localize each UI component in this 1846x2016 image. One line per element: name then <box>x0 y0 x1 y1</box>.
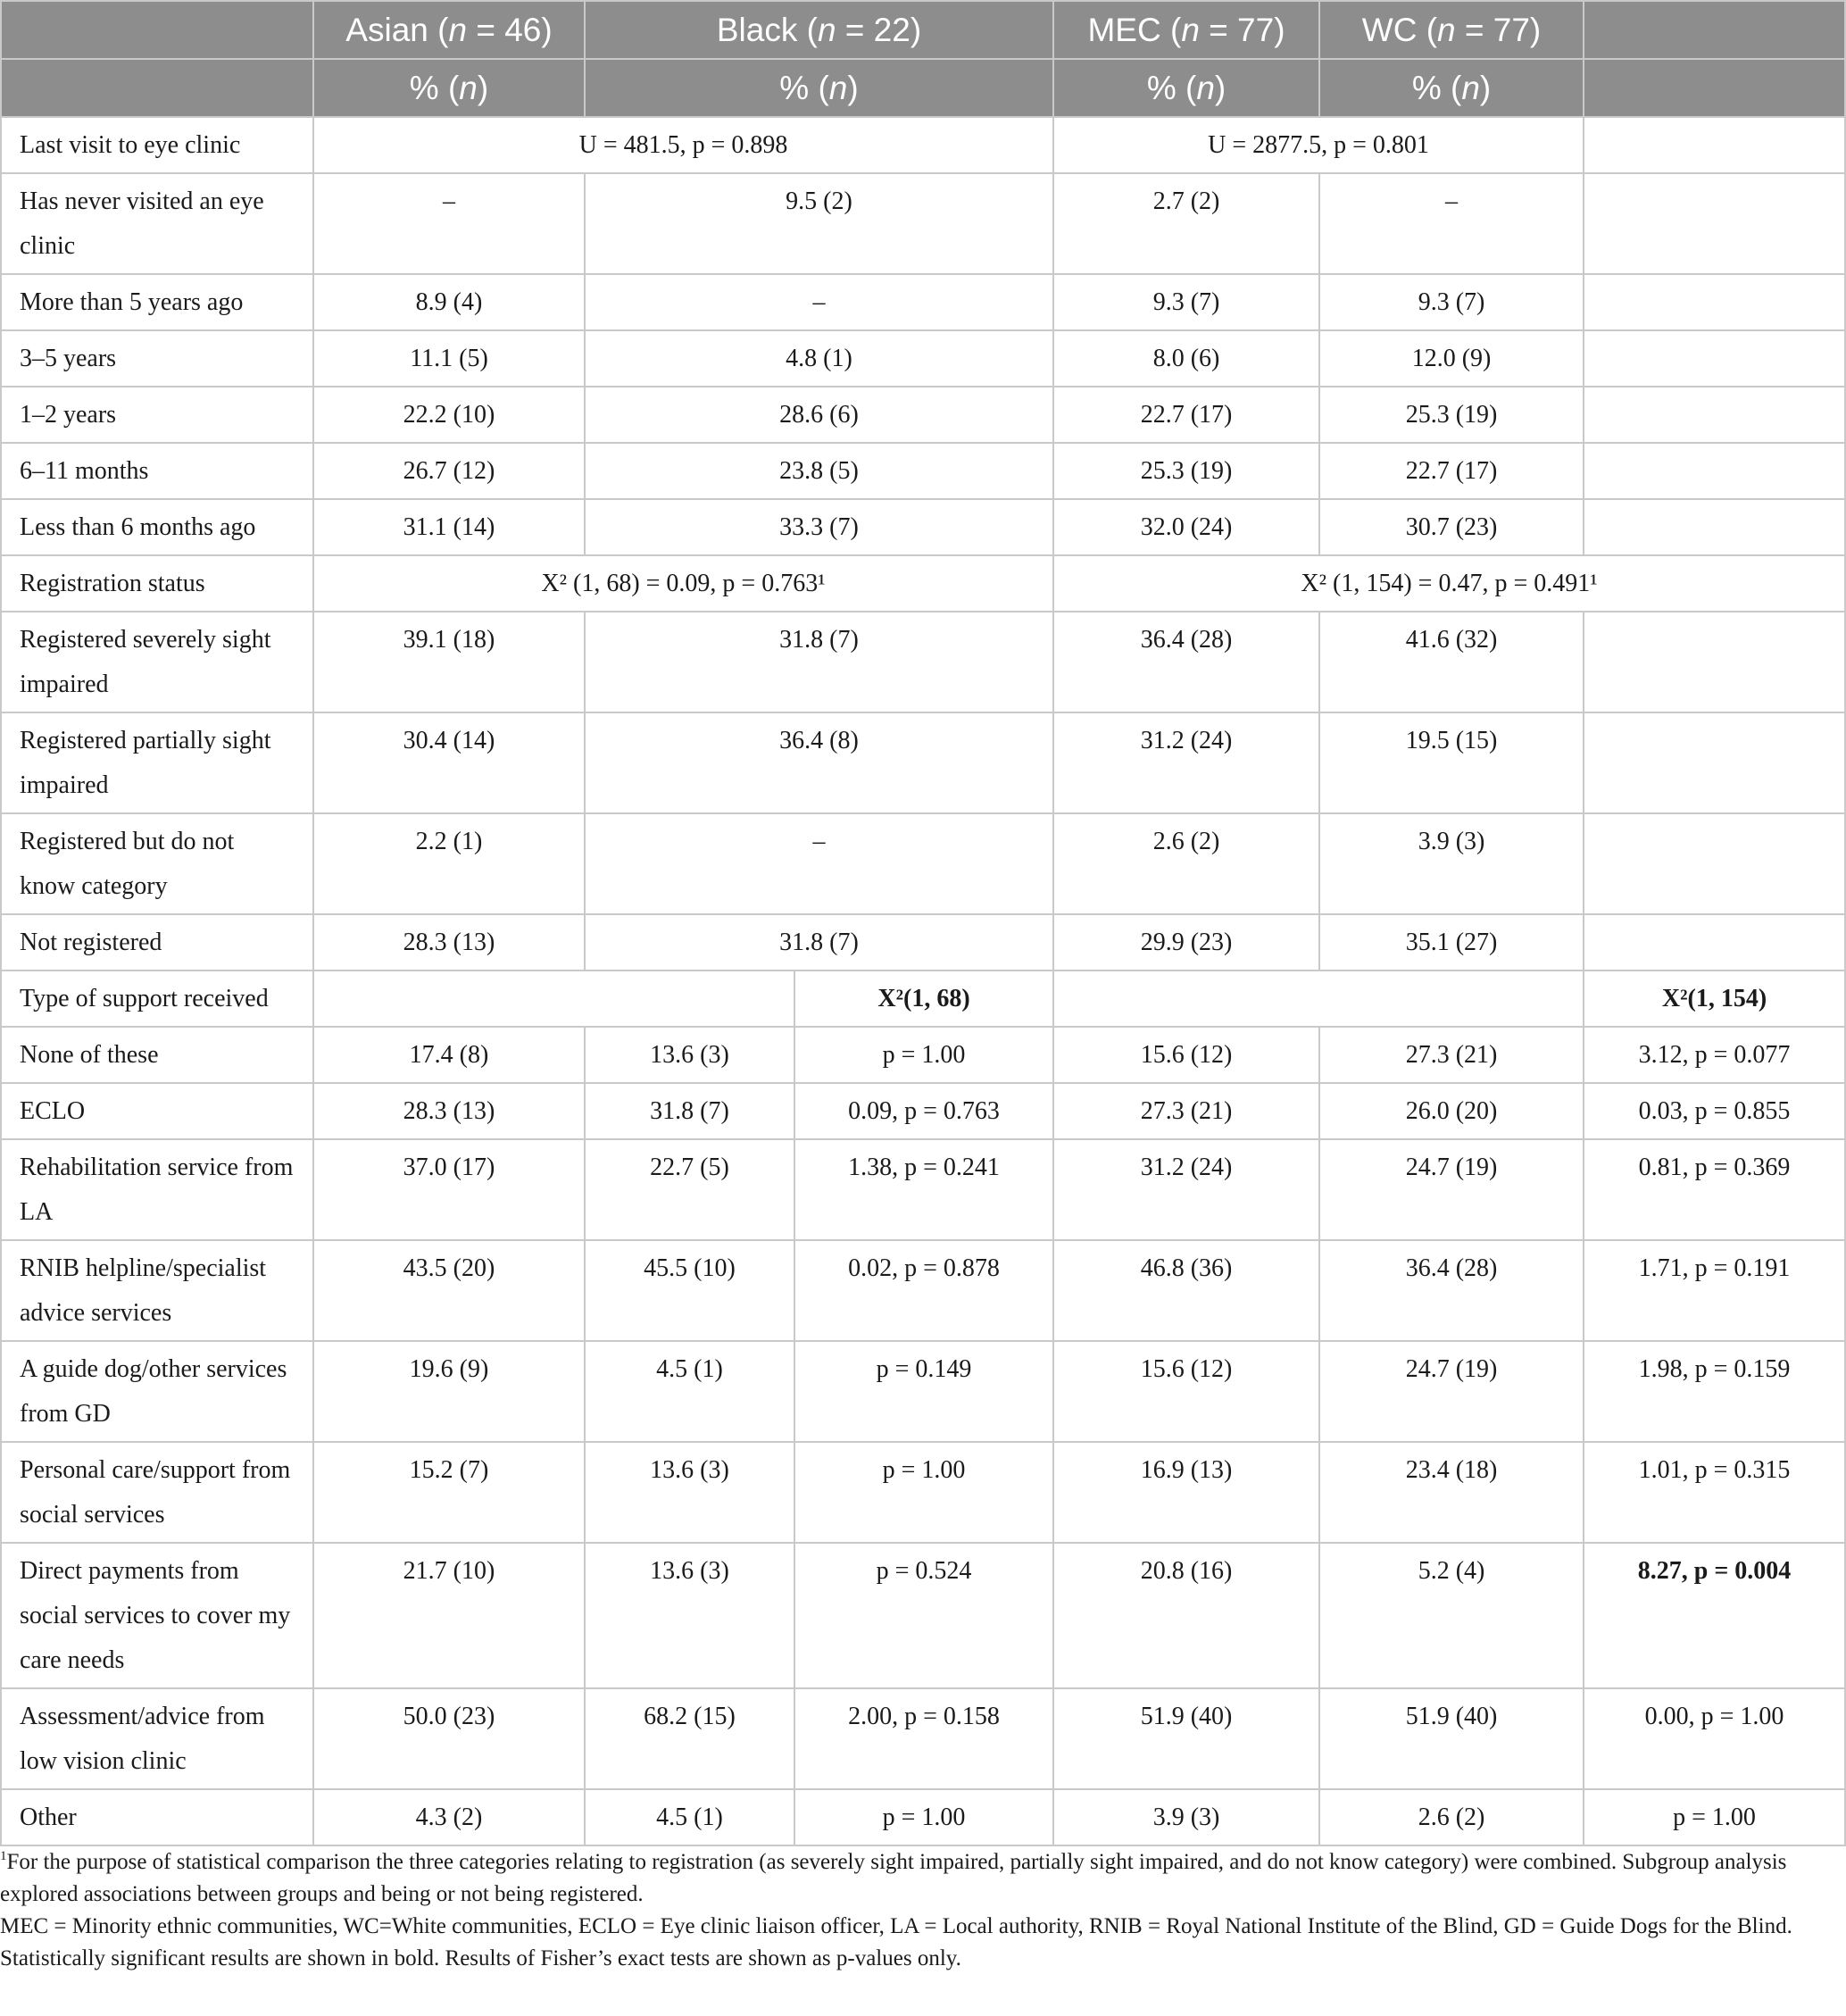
table-row <box>1 1543 1845 1688</box>
cell-test-mec-wc: 1.98, p = 0.159 <box>1584 1341 1845 1442</box>
header-wc: WC (n = 77) <box>1319 1 1584 59</box>
table-row <box>1 1688 1845 1789</box>
header-row-units <box>1 59 1845 117</box>
cell-black: 4.8 (1) <box>585 330 1053 387</box>
table-row <box>1 443 1845 499</box>
table-row <box>1 813 1845 914</box>
cell-black: 36.4 (8) <box>585 712 1053 813</box>
cell-asian: 26.7 (12) <box>313 443 585 499</box>
empty-cell <box>1584 443 1845 499</box>
cell-asian: 17.4 (8) <box>313 1027 585 1083</box>
test-header-left: X²(1, 68) <box>794 971 1053 1027</box>
cell-black: 13.6 (3) <box>585 1027 794 1083</box>
header-asian: Asian (n = 46) <box>313 1 585 59</box>
cell-mec: 15.6 (12) <box>1053 1341 1319 1442</box>
cell-test-mec-wc: 1.01, p = 0.315 <box>1584 1442 1845 1543</box>
cell-mec: 22.7 (17) <box>1053 387 1319 443</box>
cell-wc: – <box>1319 173 1584 274</box>
table-row <box>1 499 1845 555</box>
empty-cell <box>1584 914 1845 971</box>
cell-black: 33.3 (7) <box>585 499 1053 555</box>
cell-wc: 41.6 (32) <box>1319 612 1584 712</box>
header-empty-cell <box>1584 59 1845 117</box>
cell-wc: 24.7 (19) <box>1319 1139 1584 1240</box>
cell-wc: 51.9 (40) <box>1319 1688 1584 1789</box>
cell-mec: 46.8 (36) <box>1053 1240 1319 1341</box>
cell-asian: – <box>313 173 585 274</box>
row-label: Less than 6 months ago <box>1 499 313 555</box>
cell-mec: 9.3 (7) <box>1053 274 1319 330</box>
footnote-2: MEC = Minority ethnic communities, WC=White communities, ECLO = Eye clinic liaison officer, LA = Local authority, RNIB = Royal National Institute of the Blind, GD = Guide Dogs for the Blind. Statistically significant results are shown in bold. Results of Fisher’s exact tests are shown as p-values only. <box>0 1914 1792 1970</box>
row-label: Assessment/advice from low vision clinic <box>1 1688 313 1789</box>
table-footnotes <box>0 1846 1839 1975</box>
cell-test-mec-wc: 3.12, p = 0.077 <box>1584 1027 1845 1083</box>
table-row <box>1 1083 1845 1139</box>
cell-mec: 27.3 (21) <box>1053 1083 1319 1139</box>
cell-mec: 2.7 (2) <box>1053 173 1319 274</box>
cell-wc: 3.9 (3) <box>1319 813 1584 914</box>
table-row <box>1 1789 1845 1845</box>
table-row <box>1 1027 1845 1083</box>
row-label: 1–2 years <box>1 387 313 443</box>
cell-test-mec-wc: 1.71, p = 0.191 <box>1584 1240 1845 1341</box>
cell-black: 23.8 (5) <box>585 443 1053 499</box>
cell-test-black-asian: p = 1.00 <box>794 1789 1053 1845</box>
cell-asian: 2.2 (1) <box>313 813 585 914</box>
cell-wc: 27.3 (21) <box>1319 1027 1584 1083</box>
cell-asian: 4.3 (2) <box>313 1789 585 1845</box>
cell-asian: 37.0 (17) <box>313 1139 585 1240</box>
table-row <box>1 274 1845 330</box>
row-label: None of these <box>1 1027 313 1083</box>
cell-mec: 8.0 (6) <box>1053 330 1319 387</box>
cell-mec: 31.2 (24) <box>1053 712 1319 813</box>
stat-cell: X² (1, 68) = 0.09, p = 0.763¹ <box>313 555 1053 612</box>
cell-mec: 32.0 (24) <box>1053 499 1319 555</box>
cell-mec: 16.9 (13) <box>1053 1442 1319 1543</box>
table-row <box>1 1442 1845 1543</box>
empty-cell <box>1584 387 1845 443</box>
cell-test-mec-wc: 0.03, p = 0.855 <box>1584 1083 1845 1139</box>
cell-wc: 22.7 (17) <box>1319 443 1584 499</box>
table-row <box>1 1139 1845 1240</box>
cell-test-black-asian: 2.00, p = 0.158 <box>794 1688 1053 1789</box>
header-black: Black (n = 22) <box>585 1 1053 59</box>
empty-cell <box>1584 499 1845 555</box>
cell-black: 45.5 (10) <box>585 1240 794 1341</box>
stat-cell: X² (1, 154) = 0.47, p = 0.491¹ <box>1053 555 1845 612</box>
table-row <box>1 612 1845 712</box>
empty-cell <box>1053 971 1584 1027</box>
cell-wc: 25.3 (19) <box>1319 387 1584 443</box>
row-label: A guide dog/other services from GD <box>1 1341 313 1442</box>
cell-black: 68.2 (15) <box>585 1688 794 1789</box>
row-label: Personal care/support from social services <box>1 1442 313 1543</box>
cell-asian: 8.9 (4) <box>313 274 585 330</box>
cell-test-black-asian: p = 1.00 <box>794 1442 1053 1543</box>
cell-wc: 19.5 (15) <box>1319 712 1584 813</box>
cell-black: 9.5 (2) <box>585 173 1053 274</box>
cell-black: 31.8 (7) <box>585 914 1053 971</box>
header-unit-wc: % (n) <box>1319 59 1584 117</box>
cell-test-black-asian: p = 1.00 <box>794 1027 1053 1083</box>
row-label: Registered but do not know category <box>1 813 313 914</box>
cell-black: 13.6 (3) <box>585 1543 794 1688</box>
row-label: Registration status <box>1 555 313 612</box>
table-row <box>1 330 1845 387</box>
row-label: Other <box>1 1789 313 1845</box>
cell-asian: 31.1 (14) <box>313 499 585 555</box>
cell-mec: 3.9 (3) <box>1053 1789 1319 1845</box>
cell-asian: 50.0 (23) <box>313 1688 585 1789</box>
table-row-last-visit <box>1 117 1845 173</box>
cell-black: 22.7 (5) <box>585 1139 794 1240</box>
cell-asian: 15.2 (7) <box>313 1442 585 1543</box>
cell-asian: 22.2 (10) <box>313 387 585 443</box>
cell-wc: 9.3 (7) <box>1319 274 1584 330</box>
row-label: 3–5 years <box>1 330 313 387</box>
empty-cell <box>1584 274 1845 330</box>
cell-test-mec-wc: p = 1.00 <box>1584 1789 1845 1845</box>
cell-mec: 29.9 (23) <box>1053 914 1319 971</box>
table-row <box>1 1240 1845 1341</box>
cell-wc: 26.0 (20) <box>1319 1083 1584 1139</box>
cell-wc: 23.4 (18) <box>1319 1442 1584 1543</box>
cell-mec: 20.8 (16) <box>1053 1543 1319 1688</box>
cell-wc: 2.6 (2) <box>1319 1789 1584 1845</box>
cell-test-black-asian: 0.09, p = 0.763 <box>794 1083 1053 1139</box>
cell-mec: 25.3 (19) <box>1053 443 1319 499</box>
cell-wc: 30.7 (23) <box>1319 499 1584 555</box>
table-row <box>1 914 1845 971</box>
empty-cell <box>1584 712 1845 813</box>
cell-test-black-asian: 0.02, p = 0.878 <box>794 1240 1053 1341</box>
cell-black: 4.5 (1) <box>585 1789 794 1845</box>
cell-asian: 30.4 (14) <box>313 712 585 813</box>
header-empty-cell <box>1 1 313 59</box>
row-label: Registered severely sight impaired <box>1 612 313 712</box>
empty-cell <box>1584 117 1845 173</box>
row-label: More than 5 years ago <box>1 274 313 330</box>
cell-test-mec-wc: 0.00, p = 1.00 <box>1584 1688 1845 1789</box>
cell-mec: 31.2 (24) <box>1053 1139 1319 1240</box>
stat-cell: U = 481.5, p = 0.898 <box>313 117 1053 173</box>
cell-asian: 28.3 (13) <box>313 1083 585 1139</box>
cell-mec: 36.4 (28) <box>1053 612 1319 712</box>
cell-black: – <box>585 274 1053 330</box>
cell-test-black-asian: p = 0.149 <box>794 1341 1053 1442</box>
cell-asian: 39.1 (18) <box>313 612 585 712</box>
cell-test-mec-wc: 8.27, p = 0.004 <box>1584 1543 1845 1688</box>
table-row <box>1 712 1845 813</box>
cell-wc: 12.0 (9) <box>1319 330 1584 387</box>
row-label: Not registered <box>1 914 313 971</box>
table-row <box>1 173 1845 274</box>
row-label: Rehabilitation service from LA <box>1 1139 313 1240</box>
header-row-groups <box>1 1 1845 59</box>
empty-cell <box>313 971 794 1027</box>
cell-black: 28.6 (6) <box>585 387 1053 443</box>
cell-wc: 35.1 (27) <box>1319 914 1584 971</box>
row-label: ECLO <box>1 1083 313 1139</box>
cell-wc: 36.4 (28) <box>1319 1240 1584 1341</box>
cell-asian: 21.7 (10) <box>313 1543 585 1688</box>
footnote-1-text: For the purpose of statistical comparison the three categories relating to registration (as severely sight impaired, partially sight impaired, and do not know category) were combined. Subgroup analysis explored associations between groups and being or not being registered. <box>0 1850 1787 1906</box>
cell-black: 4.5 (1) <box>585 1341 794 1442</box>
empty-cell <box>1584 330 1845 387</box>
table-row <box>1 1341 1845 1442</box>
cell-black: 31.8 (7) <box>585 1083 794 1139</box>
cell-mec: 51.9 (40) <box>1053 1688 1319 1789</box>
cell-black: – <box>585 813 1053 914</box>
cell-black: 31.8 (7) <box>585 612 1053 712</box>
cell-asian: 19.6 (9) <box>313 1341 585 1442</box>
cell-wc: 5.2 (4) <box>1319 1543 1584 1688</box>
cell-test-mec-wc: 0.81, p = 0.369 <box>1584 1139 1845 1240</box>
cell-asian: 11.1 (5) <box>313 330 585 387</box>
header-unit-asian: % (n) <box>313 59 585 117</box>
header-empty-cell <box>1 59 313 117</box>
empty-cell <box>1584 612 1845 712</box>
cell-mec: 2.6 (2) <box>1053 813 1319 914</box>
header-empty-cell <box>1584 1 1845 59</box>
table-row-registration-status <box>1 555 1845 612</box>
row-label: 6–11 months <box>1 443 313 499</box>
footnote-marker: 1 <box>0 1849 7 1863</box>
support-rows-body <box>1 1027 1845 1845</box>
row-label: Type of support received <box>1 971 313 1027</box>
row-label: Registered partially sight impaired <box>1 712 313 813</box>
cell-black: 13.6 (3) <box>585 1442 794 1543</box>
row-label: RNIB helpline/specialist advice services <box>1 1240 313 1341</box>
cell-asian: 43.5 (20) <box>313 1240 585 1341</box>
header-unit-mec: % (n) <box>1053 59 1319 117</box>
cell-test-black-asian: p = 0.524 <box>794 1543 1053 1688</box>
table-row-support-type <box>1 971 1845 1027</box>
empty-cell <box>1584 813 1845 914</box>
test-header-right: X²(1, 154) <box>1584 971 1845 1027</box>
cell-mec: 15.6 (12) <box>1053 1027 1319 1083</box>
cell-asian: 28.3 (13) <box>313 914 585 971</box>
row-label: Has never visited an eye clinic <box>1 173 313 274</box>
header-unit-black: % (n) <box>585 59 1053 117</box>
cell-test-black-asian: 1.38, p = 0.241 <box>794 1139 1053 1240</box>
row-label: Direct payments from social services to cover my care needs <box>1 1543 313 1688</box>
row-label: Last visit to eye clinic <box>1 117 313 173</box>
stat-cell: U = 2877.5, p = 0.801 <box>1053 117 1584 173</box>
table-row <box>1 387 1845 443</box>
empty-cell <box>1584 173 1845 274</box>
footnote-1 <box>0 1846 1839 1911</box>
header-mec: MEC (n = 77) <box>1053 1 1319 59</box>
cell-wc: 24.7 (19) <box>1319 1341 1584 1442</box>
